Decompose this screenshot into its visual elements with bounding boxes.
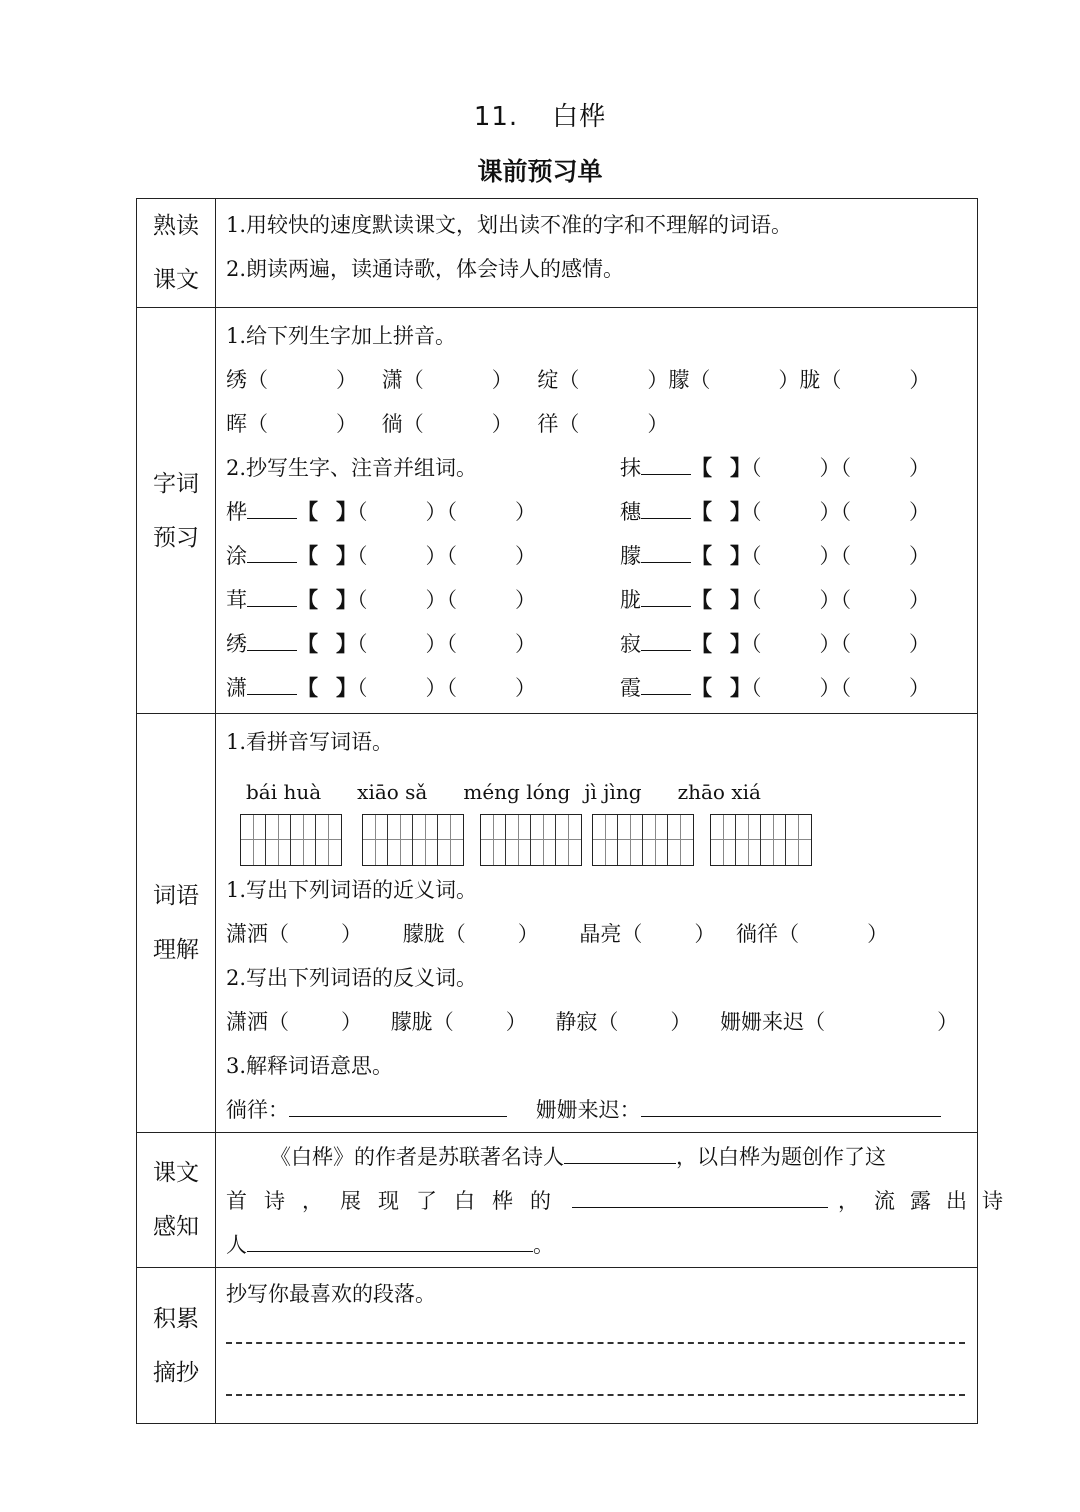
- words-q3: 2.写出下列词语的反义词。: [226, 966, 478, 990]
- synonym-item[interactable]: 晶亮（ ）: [579, 922, 716, 946]
- explain-item[interactable]: 徜徉：: [226, 1098, 507, 1122]
- copy-item[interactable]: 涂 【 】（ ）（ ）: [226, 534, 620, 578]
- pinyin-label: zhāo xiá: [677, 780, 761, 804]
- writing-grid[interactable]: [240, 814, 342, 866]
- copy-item[interactable]: 抹 【 】（ ）（ ）: [620, 446, 930, 490]
- writing-line[interactable]: [226, 1394, 965, 1396]
- copy-item[interactable]: 桦 【 】（ ）（ ）: [226, 490, 620, 534]
- perception-line-1: 《白桦》的作者是苏联著名诗人 ，以白桦为题创作了这: [226, 1135, 969, 1179]
- pinyin-prompts: [226, 780, 969, 810]
- explain-row: [226, 1088, 969, 1132]
- section-label-words: 词语 理解: [137, 714, 216, 1133]
- pinyin-item[interactable]: 绽（ ）: [537, 368, 669, 392]
- writing-grid[interactable]: [362, 814, 464, 866]
- lesson-number: 11.: [473, 102, 519, 132]
- pinyin-item[interactable]: 徉（ ）: [537, 412, 669, 436]
- synonym-item[interactable]: 朦胧（ ）: [402, 922, 539, 946]
- section-perception: [137, 1133, 978, 1268]
- writing-grids: [226, 814, 969, 868]
- section-label-reading: 熟读 课文: [137, 199, 216, 308]
- pinyin-label: méng lóng: [463, 780, 571, 804]
- lesson-heading: [0, 96, 1080, 133]
- preview-worksheet-table: [136, 198, 1018, 1424]
- perception-line-2: 首诗，展现了白桦的 ，流露出诗: [226, 1179, 969, 1223]
- pinyin-item[interactable]: 胧（ ）: [799, 368, 931, 392]
- writing-line[interactable]: [226, 1342, 965, 1344]
- synonym-row: [226, 912, 969, 956]
- reading-task-2: 2.朗读两遍，读通诗歌，体会诗人的感情。: [226, 257, 625, 281]
- copy-row-0: [226, 446, 969, 490]
- copy-item[interactable]: 穗 【 】（ ）（ ）: [620, 490, 930, 534]
- pinyin-label: bái huà: [246, 780, 322, 804]
- pinyin-label: xiāo sǎ: [357, 780, 428, 804]
- antonym-item[interactable]: 朦胧（ ）: [390, 1010, 527, 1034]
- antonym-item[interactable]: 姗姗来迟（ ）: [720, 1010, 959, 1034]
- section-label-perception: 课文 感知: [137, 1133, 216, 1268]
- synonym-item[interactable]: 潇洒（ ）: [226, 922, 362, 946]
- section-notes: [137, 1268, 978, 1424]
- copy-row-5: [226, 666, 969, 710]
- writing-grid[interactable]: [480, 814, 582, 866]
- reading-task-1: 1.用较快的速度默读课文，划出读不准的字和不理解的词语。: [226, 213, 793, 237]
- copy-item[interactable]: 绣 【 】（ ）（ ）: [226, 622, 620, 666]
- pinyin-row-1: [226, 358, 969, 402]
- pinyin-item[interactable]: 绣（ ）: [226, 368, 357, 392]
- pinyin-row-2: [226, 402, 969, 446]
- section-label-notes: 积累 摘抄: [137, 1268, 216, 1424]
- section-vocab: [137, 308, 978, 714]
- section-reading: [137, 199, 978, 308]
- copy-row-4: [226, 622, 969, 666]
- pinyin-item[interactable]: 潇（ ）: [381, 368, 513, 392]
- notes-prompt: 抄写你最喜欢的段落。: [226, 1282, 436, 1306]
- copy-row-3: [226, 578, 969, 622]
- antonym-row: [226, 1000, 969, 1044]
- vocab-q2: 2.抄写生字、注音并组词。: [226, 456, 478, 480]
- words-q4: 3.解释词语意思。: [226, 1054, 394, 1078]
- copy-item[interactable]: 霞 【 】（ ）（ ）: [620, 666, 930, 710]
- words-q2: 1.写出下列词语的近义词。: [226, 878, 478, 902]
- copy-item[interactable]: 茸 【 】（ ）（ ）: [226, 578, 620, 622]
- copy-row-2: [226, 534, 969, 578]
- copy-row-1: [226, 490, 969, 534]
- author-blank[interactable]: [564, 1139, 676, 1164]
- copy-item[interactable]: 寂 【 】（ ）（ ）: [620, 622, 930, 666]
- copy-item[interactable]: 潇 【 】（ ）（ ）: [226, 666, 620, 710]
- copy-item[interactable]: 胧 【 】（ ）（ ）: [620, 578, 930, 622]
- copy-item[interactable]: 朦 【 】（ ）（ ）: [620, 534, 930, 578]
- pinyin-label: jì jìng: [584, 780, 642, 804]
- writing-grid[interactable]: [592, 814, 694, 866]
- description-blank[interactable]: [572, 1183, 828, 1208]
- lesson-title: 白桦: [552, 102, 607, 132]
- antonym-item[interactable]: 潇洒（ ）: [226, 1010, 362, 1034]
- perception-line-3: 人 。: [226, 1223, 969, 1267]
- explain-item[interactable]: 姗姗来迟：: [536, 1098, 941, 1122]
- sheet-title: 课前预习单: [477, 157, 603, 186]
- feeling-blank[interactable]: [247, 1227, 533, 1252]
- synonym-item[interactable]: 徜徉（ ）: [736, 922, 889, 946]
- pinyin-item[interactable]: 朦（ ）: [668, 368, 800, 392]
- words-q1: 1.看拼音写词语。: [226, 730, 394, 754]
- section-label-vocab: 字词 预习: [137, 308, 216, 714]
- pinyin-item[interactable]: 晖（ ）: [226, 412, 357, 436]
- antonym-item[interactable]: 静寂（ ）: [555, 1010, 692, 1034]
- vocab-q1: 1.给下列生字加上拼音。: [226, 324, 457, 348]
- pinyin-item[interactable]: 徜（ ）: [381, 412, 513, 436]
- section-words: [137, 714, 978, 1133]
- writing-grid[interactable]: [710, 814, 812, 866]
